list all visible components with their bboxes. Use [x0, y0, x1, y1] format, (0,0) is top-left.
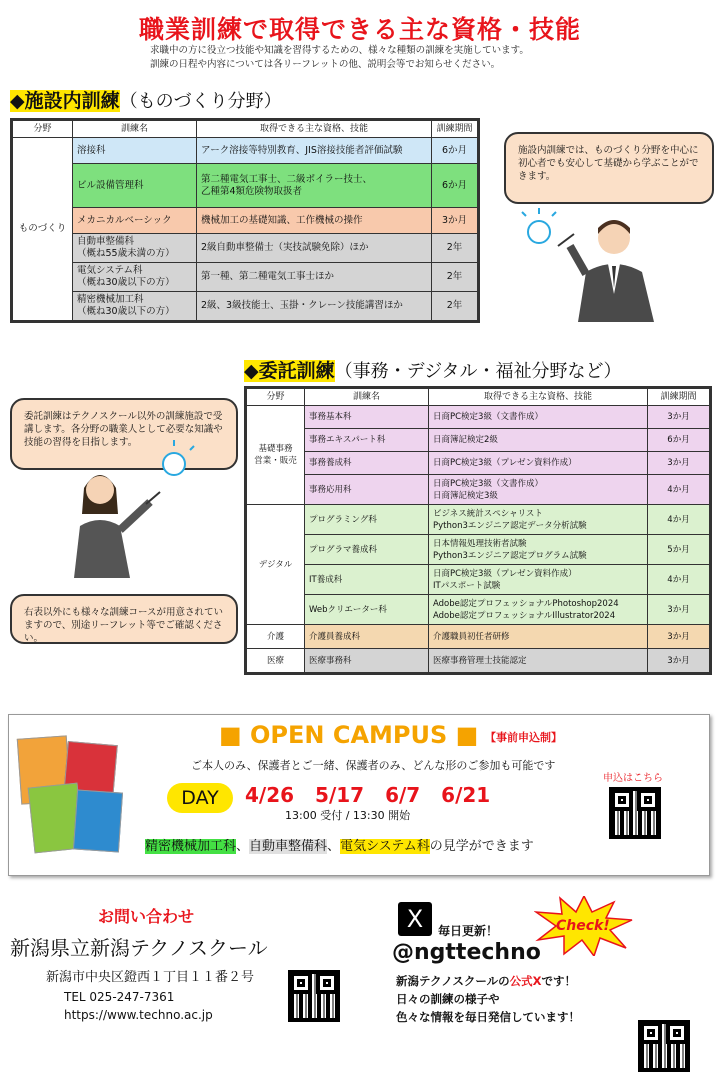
facility-table: 分野 訓練名 取得できる主な資格、技能 訓練期間 ものづくり 溶接科 アーク溶接等特別教育、JIS溶接技能者評価試験 6か月 ビル設備管理科 第二種電気工事士、二級ボイラー技士、 乙種第4類危険物取扱者 6か月 メカニカルベーシック 機械加工の基礎知識、工作機械の操作 3か月 自動車整備科 （概ね55歳未満の方） 2級自動車整備士（実技試験免除）ほか 2年 電気システム科 （概ね30歳以下の方） 第一種、第二種電気工事士ほか 2年 精密機械加工科 （概ね30歳以下の方） 2級、3級技能士、玉掛・クレーン技能講習ほか 2年 [10, 118, 480, 323]
page-title: 職業訓練で取得できる主な資格・技能 [138, 15, 581, 44]
leaflet-images [15, 733, 125, 853]
commission-bubble: 委託訓練はテクノスクール以外の訓練施設で受講します。各分野の職業人として必要な知識や技能の習得を目指します。 [10, 398, 238, 470]
apply-qr-code[interactable] [609, 787, 661, 839]
man-illustration [514, 204, 714, 322]
x-qr-code[interactable] [638, 1020, 690, 1072]
woman-illustration [60, 440, 240, 578]
intro-text: 求職中の方に役立つ技能や知識を習得するための、様々な種類の訓練を実施しています。 訓練の日程や内容については各リーフレットの他、説明会等でお知らせください。 [150, 45, 529, 70]
website-qr-code[interactable] [288, 970, 340, 1022]
field-cell: ものづくり [13, 138, 73, 321]
x-handle[interactable]: @ngttechno [392, 940, 541, 965]
website-link[interactable]: https://www.techno.ac.jp [64, 1008, 213, 1022]
facility-bubble: 施設内訓練では、ものづくり分野を中心に初心者でも安心して基礎から学ぶことができます。 [504, 132, 714, 204]
field-office: 基礎事務 営業・販売 [247, 406, 305, 505]
open-campus-title: ■ OPEN CAMPUS ■ [219, 721, 479, 749]
tour-line: 精密機械加工科、自動車整備科、電気システム科の見学ができます [145, 839, 534, 854]
lightbulb-icon [528, 221, 550, 243]
x-logo-icon: X [398, 902, 432, 936]
open-campus-panel: ■ OPEN CAMPUS ■ 【事前申込制】 ご本人のみ、保護者とご一緒、保護者のみ、どんな形のご参加も可能です DAY 4/26 5/17 6/7 6/21 13:00 受付 / 13:30 開始 精密機械加工科、自動車整備科、電気システム科の見学ができます 申込はこちら [8, 714, 710, 876]
section-commission-heading: ◆委託訓練（事務・デジタル・福祉分野など） [244, 360, 622, 382]
more-courses-bubble: 右表以外にも様々な訓練コースが用意されていますので、別途リーフレット等でご確認ください。 [10, 594, 238, 644]
field-digital: デジタル [247, 505, 305, 625]
commission-table: 分野 訓練名 取得できる主な資格、技能 訓練期間 基礎事務 営業・販売 事務基本科 日商PC検定3級（文書作成） 3か月 事務エキスパート科 日商簿記検定2級 6か月 事務養成科 日商PC検定3級（プレゼン資料作成） 3か月 事務応用科 日商PC検定3級（文書作成） 日商簿記検定3級 4か月 デジタル プログラミング科 ビジネス統計スペシャリスト Python3エンジニア認定データ分析試験 4か月 プログラマ養成科 日本情報処理技術者試験 Python3エンジニア認定プログラム試験 5か月 IT養成科 日商PC検定3級（プレゼン資料作成） ITパスポート試験 4か月 Webクリエーター科 Adobe認定プロフェッショナルPhotoshop2024 Adobe認定プロフェッショナルIllustrator2024 3か月 介護 介護員養成科 介護職員初任者研修 3か月 医療 医療事務科 医療事務管理士技能認定 3か月 [244, 386, 712, 675]
dates: 4/26 5/17 6/7 6/21 [245, 783, 491, 807]
school-name: 新潟県立新潟テクノスクール [10, 936, 268, 960]
x-description: 新潟テクノスクールの公式Xです！ 日々の訓練の様子や 色々な情報を毎日発信しています！ [396, 974, 580, 1024]
section-facility-heading: ◆施設内訓練（ものづくり分野） [10, 90, 282, 112]
lightbulb-icon [163, 453, 185, 475]
